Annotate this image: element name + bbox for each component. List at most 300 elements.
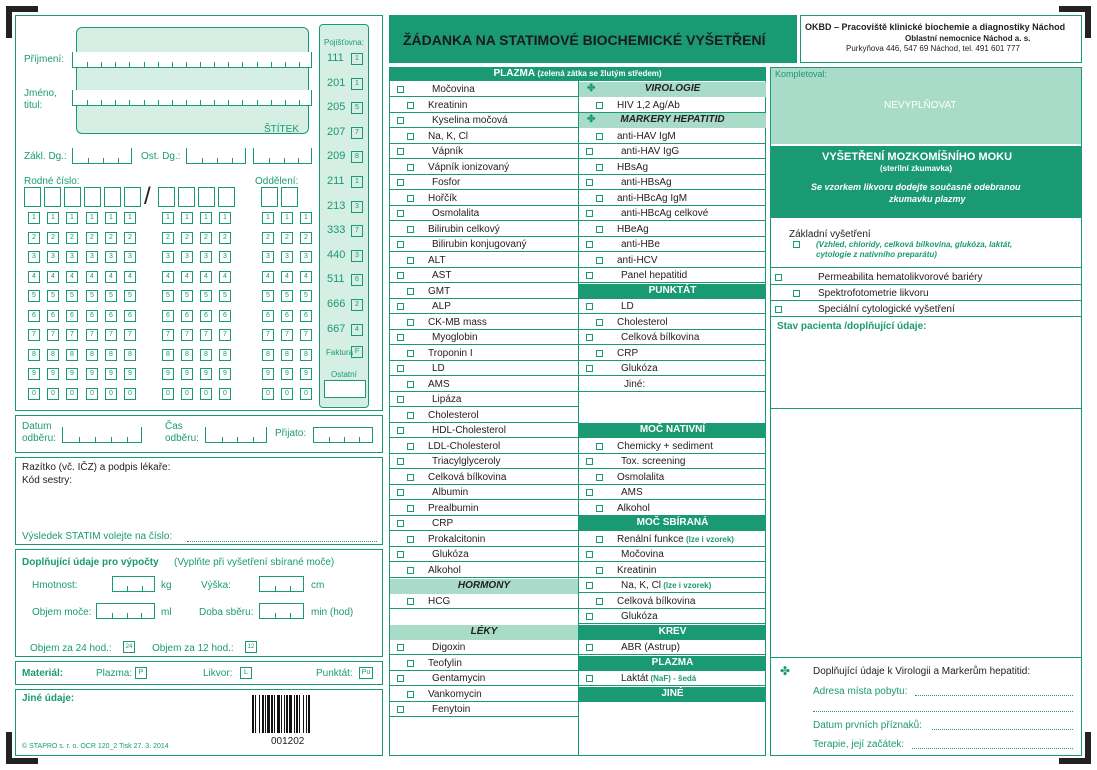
test-row[interactable] [579, 578, 766, 593]
test-row[interactable] [579, 470, 766, 485]
digit-box[interactable]: 5 [66, 290, 78, 302]
therapy-field[interactable] [912, 748, 1073, 749]
test-row[interactable] [579, 129, 766, 144]
digit-box[interactable]: 4 [300, 271, 312, 283]
test-row[interactable] [390, 315, 578, 330]
checkbox[interactable] [586, 241, 593, 248]
digit-box[interactable]: 8 [162, 349, 174, 361]
digit-box[interactable]: 6 [28, 310, 40, 322]
test-row[interactable] [579, 594, 766, 609]
other-dg-field[interactable] [186, 148, 246, 164]
test-row[interactable] [579, 563, 766, 578]
digit-box[interactable]: 3 [200, 251, 212, 263]
checkbox[interactable] [407, 319, 414, 326]
birth-number-box[interactable] [158, 187, 175, 207]
digit-box[interactable]: 1 [105, 212, 117, 224]
test-row[interactable] [579, 361, 766, 376]
digit-box[interactable]: 1 [281, 212, 293, 224]
test-row[interactable] [390, 113, 578, 128]
test-row[interactable] [579, 315, 766, 330]
test-row[interactable] [390, 485, 578, 500]
test-row[interactable] [390, 702, 578, 717]
digit-box[interactable]: 8 [181, 349, 193, 361]
digit-box[interactable]: 0 [86, 388, 98, 400]
insurance-box[interactable]: 5 [351, 102, 363, 114]
checkbox[interactable] [596, 598, 603, 605]
test-row[interactable] [579, 237, 766, 252]
digit-box[interactable]: 6 [181, 310, 193, 322]
checkbox[interactable] [596, 319, 603, 326]
checkbox[interactable] [586, 644, 593, 651]
checkbox[interactable] [397, 241, 404, 248]
checkbox[interactable] [596, 536, 603, 543]
digit-box[interactable]: 0 [262, 388, 274, 400]
digit-box[interactable]: 3 [86, 251, 98, 263]
digit-box[interactable]: 9 [219, 368, 231, 380]
digit-box[interactable]: 1 [219, 212, 231, 224]
time-field[interactable] [205, 427, 267, 443]
punctate-material-box[interactable]: Pu [359, 667, 373, 679]
phone-field[interactable] [187, 541, 377, 542]
digit-box[interactable]: 8 [219, 349, 231, 361]
insurance-box[interactable]: 1 [351, 78, 363, 90]
digit-box[interactable]: 5 [200, 290, 212, 302]
digit-box[interactable]: 4 [124, 271, 136, 283]
digit-box[interactable]: 0 [105, 388, 117, 400]
test-row[interactable] [579, 253, 766, 268]
digit-box[interactable]: 2 [281, 232, 293, 244]
digit-box[interactable]: 8 [105, 349, 117, 361]
digit-box[interactable]: 7 [105, 329, 117, 341]
test-row[interactable] [579, 485, 766, 500]
test-row[interactable] [390, 640, 578, 655]
test-row[interactable] [579, 609, 766, 624]
plasma-material-box[interactable]: P [135, 667, 147, 679]
checkbox[interactable] [586, 458, 593, 465]
insurance-box[interactable]: 1 [351, 176, 363, 188]
digit-box[interactable]: 7 [262, 329, 274, 341]
insurance-box[interactable]: 8 [351, 151, 363, 163]
insurance-box[interactable]: 7 [351, 127, 363, 139]
name-field[interactable] [72, 90, 312, 106]
checkbox[interactable] [775, 274, 782, 281]
csf-material-box[interactable]: L [240, 667, 252, 679]
digit-box[interactable]: 9 [28, 368, 40, 380]
digit-box[interactable]: 6 [300, 310, 312, 322]
checkbox[interactable] [407, 133, 414, 140]
test-row[interactable] [579, 671, 766, 686]
test-row[interactable] [390, 144, 578, 159]
test-row[interactable] [390, 594, 578, 609]
digit-box[interactable]: 6 [281, 310, 293, 322]
checkbox[interactable] [407, 350, 414, 357]
checkbox[interactable] [793, 290, 800, 297]
test-row[interactable] [579, 191, 766, 206]
checkbox[interactable] [397, 520, 404, 527]
test-row[interactable] [390, 656, 578, 671]
birth-number-box[interactable] [218, 187, 235, 207]
checkbox[interactable] [596, 350, 603, 357]
digit-box[interactable]: 8 [262, 349, 274, 361]
test-row[interactable] [579, 377, 766, 392]
digit-box[interactable]: 4 [281, 271, 293, 283]
symptoms-field[interactable] [932, 729, 1073, 730]
checkbox[interactable] [596, 164, 603, 171]
checkbox[interactable] [397, 303, 404, 310]
test-row[interactable] [390, 98, 578, 113]
insurance-box[interactable]: 7 [351, 225, 363, 237]
checkbox[interactable] [407, 567, 414, 574]
insurance-box[interactable]: 1 [351, 53, 363, 65]
test-row[interactable] [390, 687, 578, 702]
digit-box[interactable]: 3 [105, 251, 117, 263]
test-row[interactable] [579, 160, 766, 175]
digit-box[interactable]: 9 [66, 368, 78, 380]
checkbox[interactable] [407, 195, 414, 202]
checkbox[interactable] [397, 706, 404, 713]
digit-box[interactable]: 4 [262, 271, 274, 283]
checkbox[interactable] [586, 489, 593, 496]
checkbox[interactable] [407, 226, 414, 233]
digit-box[interactable]: 3 [300, 251, 312, 263]
digit-box[interactable]: 1 [47, 212, 59, 224]
digit-box[interactable]: 0 [281, 388, 293, 400]
checkbox[interactable] [586, 551, 593, 558]
digit-box[interactable]: 1 [181, 212, 193, 224]
digit-box[interactable]: 7 [28, 329, 40, 341]
digit-box[interactable]: 3 [28, 251, 40, 263]
digit-box[interactable]: 0 [47, 388, 59, 400]
digit-box[interactable]: 9 [105, 368, 117, 380]
birth-number-box[interactable] [198, 187, 215, 207]
digit-box[interactable]: 4 [105, 271, 117, 283]
checkbox[interactable] [407, 381, 414, 388]
csf-item[interactable] [771, 270, 1081, 285]
checkbox[interactable] [596, 195, 603, 202]
test-row[interactable] [390, 423, 578, 438]
digit-box[interactable]: 8 [124, 349, 136, 361]
test-row[interactable] [390, 129, 578, 144]
test-row[interactable] [579, 98, 766, 113]
insurance-box[interactable]: 4 [351, 324, 363, 336]
digit-box[interactable]: 8 [300, 349, 312, 361]
birth-number-box[interactable] [178, 187, 195, 207]
checkbox[interactable] [586, 675, 593, 682]
digit-box[interactable]: 1 [28, 212, 40, 224]
test-row[interactable] [390, 299, 578, 314]
digit-box[interactable]: 7 [66, 329, 78, 341]
digit-box[interactable]: 5 [219, 290, 231, 302]
digit-box[interactable]: 0 [200, 388, 212, 400]
digit-box[interactable]: 6 [200, 310, 212, 322]
digit-box[interactable]: 7 [281, 329, 293, 341]
test-row[interactable] [579, 222, 766, 237]
checkbox[interactable] [775, 306, 782, 313]
test-row[interactable] [579, 206, 766, 221]
date-field[interactable] [62, 427, 142, 443]
test-row[interactable] [579, 439, 766, 454]
digit-box[interactable]: 4 [66, 271, 78, 283]
test-row[interactable] [390, 516, 578, 531]
checkbox[interactable] [407, 288, 414, 295]
checkbox[interactable] [397, 272, 404, 279]
digit-box[interactable]: 9 [300, 368, 312, 380]
digit-box[interactable]: 5 [162, 290, 174, 302]
checkbox[interactable] [586, 582, 593, 589]
test-row[interactable] [390, 160, 578, 175]
checkbox[interactable] [397, 427, 404, 434]
digit-box[interactable]: 3 [219, 251, 231, 263]
department-box[interactable] [281, 187, 298, 207]
checkbox[interactable] [397, 675, 404, 682]
test-row[interactable] [390, 454, 578, 469]
address-field[interactable] [915, 695, 1073, 696]
checkbox[interactable] [407, 598, 414, 605]
insurance-box[interactable]: 3 [351, 250, 363, 262]
digit-box[interactable]: 2 [181, 232, 193, 244]
digit-box[interactable]: 9 [181, 368, 193, 380]
digit-box[interactable]: 2 [124, 232, 136, 244]
digit-box[interactable]: 6 [124, 310, 136, 322]
test-row[interactable] [390, 439, 578, 454]
digit-box[interactable]: 2 [200, 232, 212, 244]
digit-box[interactable]: 6 [262, 310, 274, 322]
checkbox[interactable] [397, 179, 404, 186]
checkbox[interactable] [586, 303, 593, 310]
digit-box[interactable]: 5 [86, 290, 98, 302]
checkbox[interactable] [596, 567, 603, 574]
checkbox[interactable] [397, 365, 404, 372]
test-row[interactable] [579, 454, 766, 469]
digit-box[interactable]: 0 [124, 388, 136, 400]
test-row[interactable] [390, 532, 578, 547]
test-row[interactable] [579, 330, 766, 345]
digit-box[interactable]: 0 [66, 388, 78, 400]
received-field[interactable] [313, 427, 373, 443]
digit-box[interactable]: 2 [262, 232, 274, 244]
checkbox[interactable] [407, 102, 414, 109]
digit-box[interactable]: 6 [105, 310, 117, 322]
test-row[interactable] [390, 501, 578, 516]
digit-box[interactable]: 7 [181, 329, 193, 341]
checkbox[interactable] [596, 133, 603, 140]
digit-box[interactable]: 5 [181, 290, 193, 302]
test-row[interactable] [390, 222, 578, 237]
digit-box[interactable]: 2 [28, 232, 40, 244]
test-row[interactable] [579, 501, 766, 516]
checkbox[interactable] [397, 396, 404, 403]
collection-time-field[interactable] [259, 603, 304, 619]
department-box[interactable] [261, 187, 278, 207]
test-row[interactable] [390, 470, 578, 485]
test-row[interactable] [579, 532, 766, 547]
birth-number-box[interactable] [24, 187, 41, 207]
digit-box[interactable]: 6 [162, 310, 174, 322]
digit-box[interactable]: 8 [28, 349, 40, 361]
digit-box[interactable]: 2 [162, 232, 174, 244]
ostatni-field[interactable] [324, 380, 366, 398]
digit-box[interactable]: 1 [86, 212, 98, 224]
digit-box[interactable]: 7 [200, 329, 212, 341]
digit-box[interactable]: 1 [162, 212, 174, 224]
test-row[interactable] [579, 299, 766, 314]
digit-box[interactable]: 0 [162, 388, 174, 400]
checkbox[interactable] [407, 257, 414, 264]
digit-box[interactable]: 6 [66, 310, 78, 322]
digit-box[interactable]: 2 [86, 232, 98, 244]
digit-box[interactable]: 0 [219, 388, 231, 400]
test-row[interactable] [390, 284, 578, 299]
insurance-box[interactable]: 6 [351, 274, 363, 286]
digit-box[interactable]: 1 [200, 212, 212, 224]
digit-box[interactable]: 8 [200, 349, 212, 361]
digit-box[interactable]: 7 [219, 329, 231, 341]
digit-box[interactable]: 3 [281, 251, 293, 263]
checkbox[interactable] [407, 443, 414, 450]
address-field-2[interactable] [813, 711, 1073, 712]
digit-box[interactable]: 7 [124, 329, 136, 341]
digit-box[interactable]: 0 [28, 388, 40, 400]
test-row[interactable] [579, 547, 766, 562]
basic-dg-field[interactable] [72, 148, 132, 164]
digit-box[interactable]: 9 [200, 368, 212, 380]
test-row[interactable] [390, 408, 578, 423]
digit-box[interactable]: 5 [47, 290, 59, 302]
test-row[interactable] [390, 237, 578, 252]
digit-box[interactable]: 7 [162, 329, 174, 341]
birth-number-box[interactable] [44, 187, 61, 207]
checkbox[interactable] [596, 505, 603, 512]
checkbox[interactable] [586, 334, 593, 341]
digit-box[interactable]: 5 [105, 290, 117, 302]
checkbox[interactable] [407, 474, 414, 481]
test-row[interactable] [390, 268, 578, 283]
checkbox[interactable] [596, 474, 603, 481]
digit-box[interactable]: 5 [262, 290, 274, 302]
test-row[interactable] [390, 377, 578, 392]
checkbox[interactable] [596, 102, 603, 109]
checkbox[interactable] [397, 148, 404, 155]
digit-box[interactable]: 5 [281, 290, 293, 302]
test-row[interactable] [390, 346, 578, 361]
test-row[interactable] [390, 563, 578, 578]
birth-number-box[interactable] [84, 187, 101, 207]
checkbox[interactable] [407, 536, 414, 543]
test-row[interactable] [390, 253, 578, 268]
birth-number-box[interactable] [64, 187, 81, 207]
checkbox[interactable] [586, 179, 593, 186]
digit-box[interactable]: 8 [47, 349, 59, 361]
digit-box[interactable]: 6 [86, 310, 98, 322]
digit-box[interactable]: 1 [66, 212, 78, 224]
digit-box[interactable]: 3 [124, 251, 136, 263]
department-code-field[interactable] [253, 148, 312, 164]
digit-box[interactable]: 1 [262, 212, 274, 224]
digit-box[interactable]: 3 [181, 251, 193, 263]
digit-box[interactable]: 7 [300, 329, 312, 341]
digit-box[interactable]: 4 [219, 271, 231, 283]
digit-box[interactable]: 4 [162, 271, 174, 283]
test-row[interactable] [390, 671, 578, 686]
checkbox[interactable] [407, 660, 414, 667]
digit-box[interactable]: 5 [124, 290, 136, 302]
digit-box[interactable]: 0 [300, 388, 312, 400]
digit-box[interactable]: 4 [181, 271, 193, 283]
test-row[interactable] [579, 268, 766, 283]
test-row[interactable] [390, 392, 578, 407]
insurance-box[interactable]: 3 [351, 201, 363, 213]
digit-box[interactable]: 4 [200, 271, 212, 283]
vol24-box[interactable]: 24 [123, 641, 135, 653]
checkbox[interactable] [586, 210, 593, 217]
checkbox[interactable] [596, 257, 603, 264]
faktura-box[interactable]: F [351, 346, 363, 358]
test-row[interactable] [390, 330, 578, 345]
test-row[interactable] [579, 640, 766, 655]
digit-box[interactable]: 0 [181, 388, 193, 400]
checkbox[interactable] [407, 505, 414, 512]
surname-field[interactable] [72, 52, 312, 68]
weight-field[interactable] [112, 576, 155, 592]
checkbox[interactable] [407, 412, 414, 419]
digit-box[interactable]: 1 [300, 212, 312, 224]
digit-box[interactable]: 9 [47, 368, 59, 380]
digit-box[interactable]: 2 [105, 232, 117, 244]
digit-box[interactable]: 8 [66, 349, 78, 361]
checkbox[interactable] [586, 148, 593, 155]
digit-box[interactable]: 6 [47, 310, 59, 322]
test-row[interactable] [390, 82, 578, 97]
digit-box[interactable]: 2 [66, 232, 78, 244]
birth-number-box[interactable] [124, 187, 141, 207]
digit-box[interactable]: 9 [124, 368, 136, 380]
digit-box[interactable]: 9 [86, 368, 98, 380]
digit-box[interactable]: 2 [300, 232, 312, 244]
digit-box[interactable]: 3 [66, 251, 78, 263]
digit-box[interactable]: 3 [47, 251, 59, 263]
digit-box[interactable]: 9 [262, 368, 274, 380]
test-row[interactable] [390, 206, 578, 221]
test-row[interactable] [579, 346, 766, 361]
basic-exam-checkbox[interactable] [793, 241, 800, 248]
test-row[interactable] [390, 191, 578, 206]
digit-box[interactable]: 2 [47, 232, 59, 244]
checkbox[interactable] [407, 691, 414, 698]
checkbox[interactable] [397, 458, 404, 465]
checkbox[interactable] [586, 272, 593, 279]
checkbox[interactable] [397, 117, 404, 124]
checkbox[interactable] [586, 365, 593, 372]
digit-box[interactable]: 4 [47, 271, 59, 283]
urine-volume-field[interactable] [96, 603, 155, 619]
digit-box[interactable]: 2 [219, 232, 231, 244]
test-row[interactable] [390, 361, 578, 376]
checkbox[interactable] [407, 164, 414, 171]
digit-box[interactable]: 8 [86, 349, 98, 361]
test-row[interactable] [579, 144, 766, 159]
vol12-box[interactable]: 12 [245, 641, 257, 653]
digit-box[interactable]: 9 [162, 368, 174, 380]
birth-number-box[interactable] [104, 187, 121, 207]
digit-box[interactable]: 1 [124, 212, 136, 224]
height-field[interactable] [259, 576, 304, 592]
checkbox[interactable] [397, 210, 404, 217]
insurance-box[interactable]: 2 [351, 299, 363, 311]
digit-box[interactable]: 4 [86, 271, 98, 283]
test-row[interactable] [579, 175, 766, 190]
checkbox[interactable] [596, 443, 603, 450]
digit-box[interactable]: 7 [86, 329, 98, 341]
